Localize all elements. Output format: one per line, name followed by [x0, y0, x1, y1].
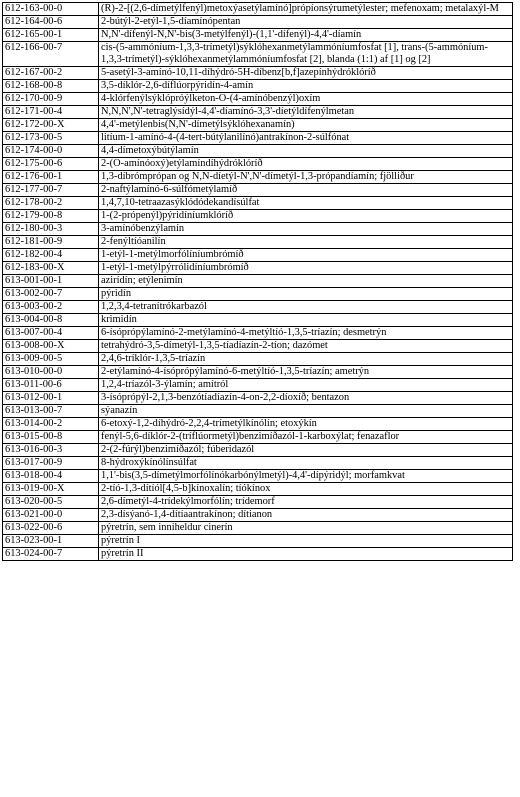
substance-name-cell: 1,4,7,10-tetraazasýklódódekandísúlfat [99, 197, 513, 210]
index-number-cell: 612-171-00-4 [3, 106, 99, 119]
index-number-cell: 612-177-00-7 [3, 184, 99, 197]
index-number-cell: 612-170-00-9 [3, 93, 99, 106]
substance-name-cell: pýretrín, sem inniheldur cinerín [99, 522, 513, 535]
table-row [3, 16, 513, 29]
table-row [3, 236, 513, 249]
index-number-cell: 613-023-00-1 [3, 535, 99, 548]
substance-name-cell: 1-etýl-1-metýlmorfólíníumbrómíð [99, 249, 513, 262]
table-row [3, 29, 513, 42]
index-number-cell: 612-174-00-0 [3, 145, 99, 158]
index-number-cell: 612-173-00-5 [3, 132, 99, 145]
index-number-cell: 613-024-00-7 [3, 548, 99, 561]
table-row [3, 340, 513, 353]
index-number-cell: 613-013-00-7 [3, 405, 99, 418]
table-row [3, 301, 513, 314]
index-number-cell: 612-167-00-2 [3, 67, 99, 80]
index-number-cell: 612-180-00-3 [3, 223, 99, 236]
index-number-cell: 612-183-00-X [3, 262, 99, 275]
table-row [3, 275, 513, 288]
table-row [3, 379, 513, 392]
table-row [3, 431, 513, 444]
substance-name-cell: 2-bútýl-2-etýl-1,5-díamínópentan [99, 16, 513, 29]
substance-name-cell: 8-hýdroxýkínólínsúlfat [99, 457, 513, 470]
table-row [3, 327, 513, 340]
table-row [3, 171, 513, 184]
substance-name-cell: N,N'-dífenýl-N,N'-bis(3-metýlfenýl)-(1,1'-dífenýl)-4,4'-díamín [99, 29, 513, 42]
substance-table-container [2, 2, 513, 561]
substance-name-cell: N,N,N',N'-tetraglýsídýl-4,4'-díamínó-3,3'-díetýldífenýlmetan [99, 106, 513, 119]
index-number-cell: 613-008-00-X [3, 340, 99, 353]
substance-name-cell: sýanazín [99, 405, 513, 418]
table-row [3, 483, 513, 496]
index-number-cell: 612-164-00-6 [3, 16, 99, 29]
index-number-cell: 613-003-00-2 [3, 301, 99, 314]
index-number-cell: 612-178-00-2 [3, 197, 99, 210]
table-row [3, 470, 513, 483]
substance-name-cell: pýretrín II [99, 548, 513, 561]
index-number-cell: 612-165-00-1 [3, 29, 99, 42]
substance-name-cell: 2,6-dímetýl-4-trídekýlmorfólín; trídemorf [99, 496, 513, 509]
table-row [3, 210, 513, 223]
index-number-cell: 613-016-00-3 [3, 444, 99, 457]
index-number-cell: 612-163-00-0 [3, 3, 99, 16]
substance-table-body [3, 3, 513, 561]
index-number-cell: 612-181-00-9 [3, 236, 99, 249]
substance-name-cell: 2-naftýlamínó-6-súlfómetýlamíð [99, 184, 513, 197]
index-number-cell: 613-017-00-9 [3, 457, 99, 470]
table-row [3, 197, 513, 210]
index-number-cell: 612-176-00-1 [3, 171, 99, 184]
substance-name-cell: 2-(O-amínóoxý)etýlamíndíhýdróklóríð [99, 158, 513, 171]
index-number-cell: 612-168-00-8 [3, 80, 99, 93]
table-row [3, 3, 513, 16]
substance-name-cell: krimidín [99, 314, 513, 327]
substance-name-cell: 1-etýl-1-metýlpýrrólidíníumbrómíð [99, 262, 513, 275]
table-row [3, 444, 513, 457]
substance-name-cell: 4,4'-metýlenbis(N,N'-dímetýlsýklóhexanamín) [99, 119, 513, 132]
substance-name-cell: azirídín; etýlenimín [99, 275, 513, 288]
substance-name-cell: 1-(2-própenýl)pýridíníumklóríð [99, 210, 513, 223]
index-number-cell: 613-002-00-7 [3, 288, 99, 301]
index-number-cell: 613-001-00-1 [3, 275, 99, 288]
substance-name-cell: 1,2,4-tríazól-3-ýlamín; amítról [99, 379, 513, 392]
table-row [3, 392, 513, 405]
index-number-cell: 612-166-00-7 [3, 42, 99, 67]
substance-name-cell: 3-amínóbenzýlamín [99, 223, 513, 236]
table-row [3, 366, 513, 379]
index-number-cell: 613-014-00-2 [3, 418, 99, 431]
table-row [3, 418, 513, 431]
table-row [3, 67, 513, 80]
index-number-cell: 613-018-00-4 [3, 470, 99, 483]
index-number-cell: 613-010-00-0 [3, 366, 99, 379]
substance-name-cell: 2-tíó-1,3-dítíól[4,5-b]kínoxalín; tíókínox [99, 483, 513, 496]
index-number-cell: 612-175-00-6 [3, 158, 99, 171]
table-row [3, 288, 513, 301]
index-number-cell: 613-012-00-1 [3, 392, 99, 405]
index-number-cell: 613-009-00-5 [3, 353, 99, 366]
table-row [3, 405, 513, 418]
substance-name-cell: (R)-2-[(2,6-dímetýlfenýl)metoxýasetýlamínó]própíonsýrumetýlester; mefenoxam; metalaxýl-M [99, 3, 513, 16]
substance-table [2, 2, 513, 561]
substance-name-cell: 6-ísóprópýlamínó-2-metýlamínó-4-metýltíó-1,3,5-tríazín; desmetrýn [99, 327, 513, 340]
index-number-cell: 613-022-00-6 [3, 522, 99, 535]
substance-name-cell: 1,2,3,4-tetranítrókarbazól [99, 301, 513, 314]
table-row [3, 457, 513, 470]
table-row [3, 93, 513, 106]
substance-name-cell: pýretrín I [99, 535, 513, 548]
substance-name-cell: 4,4-dímetoxýbútýlamín [99, 145, 513, 158]
index-number-cell: 613-007-00-4 [3, 327, 99, 340]
table-row [3, 509, 513, 522]
table-row [3, 548, 513, 561]
substance-name-cell: cis-(5-ammóníum-1,3,3-trímetýl)sýklóhexanmetýlammóníumfosfat [1], trans-(5-ammóníum-1,3,3-trímetýl)-sýklóhexanmetýlammóníumfosfat [2], blanda (1:1) af [1] og [2] [99, 42, 513, 67]
substance-name-cell: 1,3-díbrómprópan og N,N-díetýl-N',N'-dímetýl-1,3-própandíamín; fjölliður [99, 171, 513, 184]
substance-name-cell: pýridín [99, 288, 513, 301]
table-row [3, 262, 513, 275]
index-number-cell: 612-179-00-8 [3, 210, 99, 223]
substance-name-cell: 1,1'-bis(3,5-dímetýlmorfólínókarbónýlmetýl)-4,4'-dípýridýl; morfamkvat [99, 470, 513, 483]
substance-name-cell: 2,3-dísýanó-1,4-dítíaantrakínon; dítianon [99, 509, 513, 522]
index-number-cell: 613-019-00-X [3, 483, 99, 496]
table-row [3, 522, 513, 535]
substance-name-cell: 2-(2-fúrýl)benzimíðazól; fúberidazól [99, 444, 513, 457]
table-row [3, 223, 513, 236]
index-number-cell: 613-021-00-0 [3, 509, 99, 522]
index-number-cell: 613-004-00-8 [3, 314, 99, 327]
table-row [3, 314, 513, 327]
substance-name-cell: 2,4,6-tríklór-1,3,5-tríazín [99, 353, 513, 366]
substance-name-cell: 2-fenýltíóanilín [99, 236, 513, 249]
substance-name-cell: litíum-1-amínó-4-(4-tert-bútýlanilínó)antrakínon-2-súlfónat [99, 132, 513, 145]
table-row [3, 132, 513, 145]
substance-name-cell: 4-klórfenýlsýklópróýlketon-O-(4-amínóbenzýl)oxím [99, 93, 513, 106]
table-row [3, 42, 513, 67]
table-row [3, 535, 513, 548]
index-number-cell: 613-020-00-5 [3, 496, 99, 509]
table-row [3, 119, 513, 132]
table-row [3, 106, 513, 119]
table-row [3, 158, 513, 171]
substance-name-cell: 5-asetýl-3-amínó-10,11-díhýdró-5H-díbenz[b,f]azepínhýdróklóríð [99, 67, 513, 80]
index-number-cell: 612-182-00-4 [3, 249, 99, 262]
table-row [3, 184, 513, 197]
table-row [3, 145, 513, 158]
table-row [3, 80, 513, 93]
substance-name-cell: 3,5-díklór-2,6-díflúorpýridín-4-amín [99, 80, 513, 93]
table-row [3, 353, 513, 366]
index-number-cell: 613-011-00-6 [3, 379, 99, 392]
table-row [3, 249, 513, 262]
index-number-cell: 613-015-00-8 [3, 431, 99, 444]
substance-name-cell: 3-ísóprópýl-2,1,3-benzótíadíazín-4-on-2,2-díoxíð; bentazon [99, 392, 513, 405]
substance-name-cell: fenýl-5,6-díklór-2-(tríflúormetýl)benzimíðazól-1-karboxýlat; fenazaflor [99, 431, 513, 444]
substance-name-cell: tetrahýdró-3,5-dímetýl-1,3,5-tíadíazín-2-tíon; dazómet [99, 340, 513, 353]
substance-name-cell: 6-etoxý-1,2-díhýdró-2,2,4-trímetýlkínólín; etoxýkín [99, 418, 513, 431]
table-row [3, 496, 513, 509]
index-number-cell: 612-172-00-X [3, 119, 99, 132]
substance-name-cell: 2-etýlamínó-4-ísóprópýlamínó-6-metýltíó-1,3,5-tríazín; ametrýn [99, 366, 513, 379]
